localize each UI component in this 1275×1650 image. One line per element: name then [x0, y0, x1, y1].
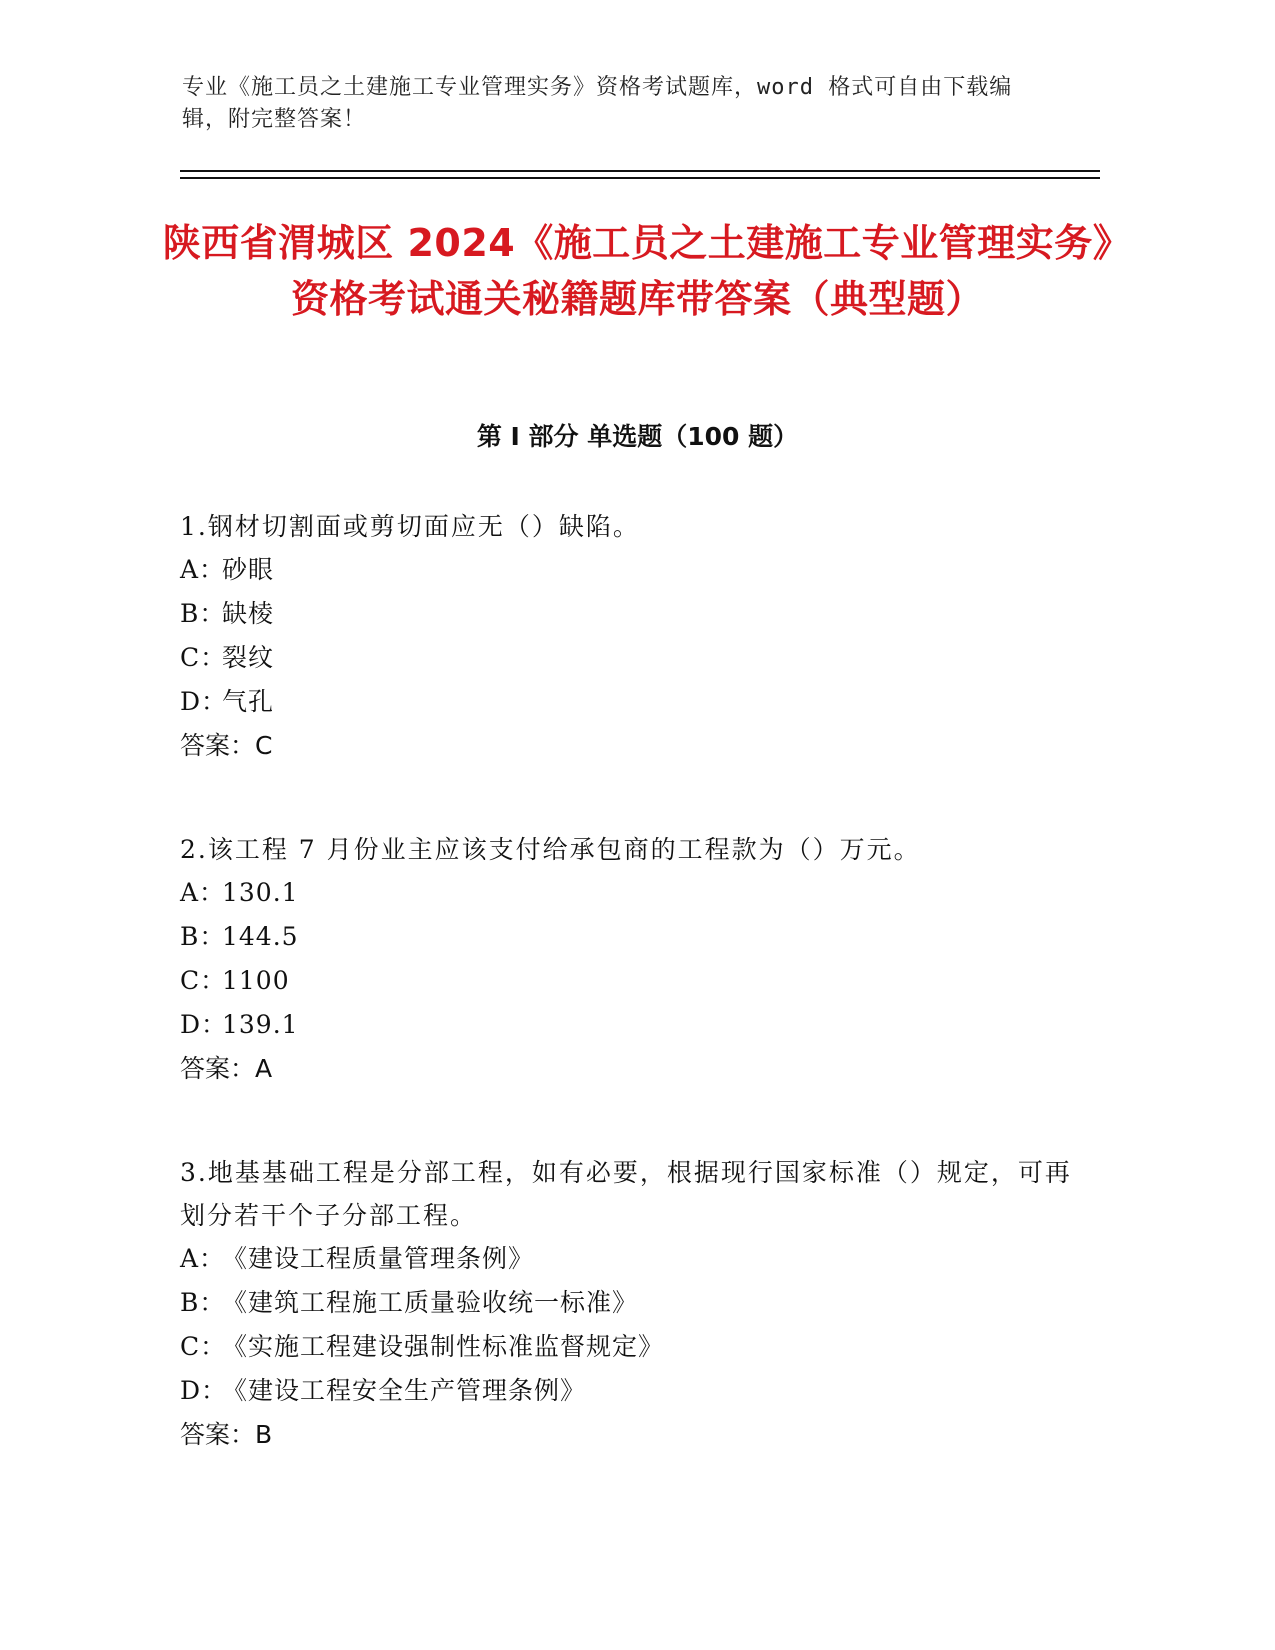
option-text: 气孔 [222, 687, 275, 716]
option-c [180, 636, 1080, 680]
option-d [180, 680, 1080, 724]
option-key: C： [180, 1332, 227, 1361]
option-b [180, 1281, 1080, 1325]
option-d [180, 1369, 1080, 1413]
option-text: 砂眼 [222, 555, 275, 584]
question-stem: 1.钢材切割面或剪切面应无（）缺陷。 [180, 512, 640, 541]
option-c [180, 1325, 1080, 1369]
question-2 [180, 828, 1080, 1091]
option-text: 1100 [222, 966, 290, 995]
option-text: 《建设工程安全生产管理条例》 [222, 1376, 587, 1405]
option-a [180, 1237, 1080, 1281]
header-note: 专业《施工员之土建施工专业管理实务》资格考试题库，word 格式可自由下载编辑，附完整答案！ [182, 75, 1013, 132]
option-key: D： [180, 687, 228, 716]
option-b [180, 915, 1080, 959]
option-text: 139.1 [222, 1010, 299, 1039]
option-key: A： [180, 555, 226, 584]
option-a [180, 871, 1080, 915]
answer-line: 答案：B [180, 1420, 273, 1449]
question-stem: 2.该工程 7 月份业主应该支付给承包商的工程款为（）万元。 [180, 835, 921, 864]
section-heading: 第 I 部分 单选题（100 题） [476, 422, 799, 451]
question-stem: 3.地基基础工程是分部工程，如有必要，根据现行国家标准（）规定，可再划分若干个子分部工程。 [180, 1158, 1072, 1230]
question-list [180, 505, 1080, 1517]
option-a [180, 548, 1080, 592]
option-b [180, 592, 1080, 636]
option-text: 144.5 [222, 922, 299, 951]
option-c [180, 959, 1080, 1003]
option-text: 裂纹 [222, 643, 275, 672]
answer-line: 答案：A [180, 1054, 273, 1083]
option-key: B： [180, 1288, 226, 1317]
option-key: C： [180, 643, 227, 672]
option-key: A： [180, 1244, 226, 1273]
option-text: 《建设工程质量管理条例》 [222, 1244, 535, 1273]
option-key: D： [180, 1376, 228, 1405]
header-rule-bottom [180, 177, 1100, 179]
header-rule-top [180, 170, 1100, 172]
answer-line: 答案：C [180, 731, 273, 760]
option-key: B： [180, 599, 226, 628]
option-text: 缺棱 [222, 599, 275, 628]
option-key: B： [180, 922, 226, 951]
option-key: D： [180, 1010, 228, 1039]
document-title: 陕西省渭城区 2024《施工员之土建施工专业管理实务》资格考试通关秘籍题库带答案（典型题） [162, 221, 1113, 321]
option-text: 《实施工程建设强制性标准监督规定》 [222, 1332, 665, 1361]
option-d [180, 1003, 1080, 1047]
option-key: C： [180, 966, 227, 995]
option-text: 《建筑工程施工质量验收统一标准》 [222, 1288, 639, 1317]
question-1 [180, 505, 1080, 768]
question-3 [180, 1151, 1080, 1457]
option-key: A： [180, 878, 226, 907]
option-text: 130.1 [222, 878, 299, 907]
